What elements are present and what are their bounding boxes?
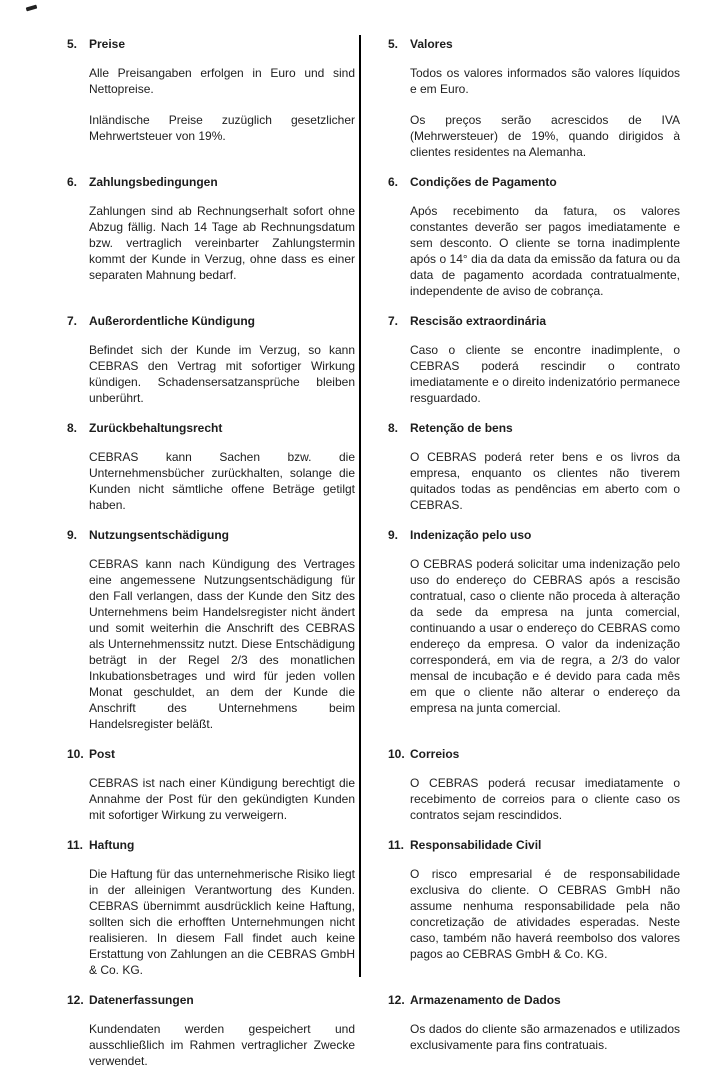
section-number: 9. [67, 528, 78, 542]
section-paragraph: Alle Preisangaben erfolgen in Euro und sind Nettopreise. [89, 66, 355, 96]
stray-ink-mark [26, 5, 38, 12]
section-paragraph: CEBRAS kann nach Kündigung des Vertrages eine angemessene Nutzungsentschädigung für den Fall verlangen, dass der Kunde den Sitz des Unternehmens beim Handelsregister nicht ändert und somit weiterhin die Anschrift des CEBRAS als Unternehmenssitz nutzt. Diese Entschädigung beträgt in der Regel 2/3 des monatlichen Inkubationsbetrages und wird für jeden vollen Monat geschuldet, an dem der Kunde die Anschrift des Unternehmens beim Handelsregister beläßt. [89, 557, 355, 731]
section-content [410, 527, 680, 716]
section-content [89, 36, 355, 144]
section-paragraph: O risco empresarial é de responsabilidade exclusiva do cliente. O CEBRAS GmbH não assume nenhuma responsabilidade pela não concretização de atividades esperadas. Neste caso, também não haverá reembolso dos valores pagos ao CEBRAS GmbH & Co. KG. [410, 867, 680, 961]
contract-section [67, 36, 355, 160]
section-paragraph: O CEBRAS poderá solicitar uma indenização pelo uso do endereço do CEBRAS após a rescisão contratual, caso o cliente não proceda à alteração da sede da empresa na junta comercial, continuando a usar o endereço do CEBRAS como endereço da empresa. O valor da indenização corresponderá, em via de regra, a 2/3 do valor mensal de incubação e é devido para cada mês em que o cliente não alterar o endereço da empresa na junta comercial. [410, 557, 680, 715]
section-number: 11. [67, 838, 84, 852]
contract-section [388, 992, 680, 1069]
section-title: Armazenamento de Dados [410, 993, 561, 1007]
section-content [410, 313, 680, 406]
contract-section [388, 746, 680, 823]
section-content [89, 992, 355, 1069]
section-title: Außerordentliche Kündigung [89, 314, 255, 328]
section-paragraph: Zahlungen sind ab Rechnungserhalt sofort ohne Abzug fällig. Nach 14 Tage ab Rechnungsdatum bzw. vertraglich vereinbarter Zahlungstermin kommt der Kunde in Verzug, ohne dass es einer separaten Mahnung bedarf. [89, 204, 355, 282]
contract-section [67, 837, 355, 978]
contract-section [388, 313, 680, 406]
section-title: Indenização pelo uso [410, 528, 532, 542]
contract-section [388, 36, 680, 160]
section-title: Datenerfassungen [89, 993, 194, 1007]
section-number: 7. [67, 314, 78, 328]
section-content [410, 746, 680, 823]
section-title: Condições de Pagamento [410, 175, 557, 189]
section-paragraph: Todos os valores informados são valores líquidos e em Euro. [410, 66, 680, 96]
section-title: Rescisão extraordinária [410, 314, 547, 328]
section-content [410, 36, 680, 160]
contract-section [67, 746, 355, 823]
section-title: Valores [410, 37, 453, 51]
section-content [89, 313, 355, 406]
section-number: 6. [388, 175, 399, 189]
section-paragraph: Kundendaten werden gespeichert und ausschließlich im Rahmen vertraglicher Zwecke verwendet. [89, 1022, 355, 1068]
section-content [410, 992, 680, 1053]
two-column-layout [67, 36, 680, 1069]
section-paragraph: Befindet sich der Kunde im Verzug, so kann CEBRAS den Vertrag mit sofortiger Wirkung kündigen. Schadensersatzansprüche bleiben unberührt. [89, 343, 355, 405]
section-paragraph: CEBRAS kann Sachen bzw. die Unternehmensbücher zurückhalten, solange die Kunden nicht sämtliche offene Beträge getilgt haben. [89, 450, 355, 512]
contract-section [67, 420, 355, 513]
section-paragraph: CEBRAS ist nach einer Kündigung berechtigt die Annahme der Post für den gekündigten Kunden mit sofortiger Wirkung zu verweigern. [89, 776, 355, 822]
section-content [410, 420, 680, 513]
section-paragraph: O CEBRAS poderá reter bens e os livros da empresa, enquanto os clientes não tiverem quitados todas as pendências em aberto com o CEBRAS. [410, 450, 680, 512]
section-paragraph: O CEBRAS poderá recusar imediatamente o recebimento de correios para o cliente caso os contratos sejam rescindidos. [410, 776, 680, 822]
section-paragraph: Inländische Preise zuzüglich gesetzlicher Mehrwertsteuer von 19%. [89, 113, 355, 143]
section-number: 8. [388, 421, 399, 435]
section-number: 11. [388, 838, 405, 852]
section-title: Nutzungsentschädigung [89, 528, 229, 542]
section-content [89, 174, 355, 283]
section-content [89, 420, 355, 513]
contract-section [388, 837, 680, 978]
section-number: 6. [67, 175, 78, 189]
section-number: 12. [67, 993, 84, 1007]
contract-section [67, 174, 355, 299]
section-number: 5. [67, 37, 78, 51]
contract-section [388, 174, 680, 299]
section-title: Haftung [89, 838, 135, 852]
section-title: Correios [410, 747, 460, 761]
section-number: 10. [67, 747, 84, 761]
contract-section [388, 420, 680, 513]
section-content [89, 746, 355, 823]
section-number: 12. [388, 993, 405, 1007]
section-paragraph: Caso o cliente se encontre inadimplente, o CEBRAS poderá rescindir o contrato imediatamente e o direito indenizatório permanece resguardado. [410, 343, 680, 405]
section-title: Preise [89, 37, 126, 51]
section-title: Zahlungsbedingungen [89, 175, 218, 189]
contract-section [67, 992, 355, 1069]
contract-section [67, 313, 355, 406]
section-content [89, 527, 355, 732]
section-number: 9. [388, 528, 399, 542]
section-paragraph: Os dados do cliente são armazenados e utilizados exclusivamente para fins contratuais. [410, 1022, 680, 1052]
section-title: Retenção de bens [410, 421, 513, 435]
contract-section [388, 527, 680, 732]
contract-section [67, 527, 355, 732]
section-paragraph: Die Haftung für das unternehmerische Risiko liegt in der alleinigen Verantwortung des Kunden. CEBRAS übernimmt ausdrücklich keine Haftung, sollten sich die erhofften Unternehmungen nicht realisieren. In diesem Fall findet auch keine Erstattung von Zahlungen an die CEBRAS GmbH & Co. KG. [89, 867, 355, 977]
section-title: Responsabilidade Civil [410, 838, 542, 852]
section-content [89, 837, 355, 978]
section-number: 8. [67, 421, 78, 435]
section-number: 7. [388, 314, 399, 328]
section-content [410, 837, 680, 962]
section-title: Zurückbehaltungsrecht [89, 421, 223, 435]
section-paragraph: Após recebimento da fatura, os valores constantes deverão ser pagos imediatamente e sem desconto. O cliente se torna inadimplente após o 14° dia da data da emissão da fatura ou da data de pagamento acordada contratualmente, independente de aviso de cobrança. [410, 204, 680, 298]
section-title: Post [89, 747, 116, 761]
section-number: 5. [388, 37, 399, 51]
section-content [410, 174, 680, 299]
section-number: 10. [388, 747, 405, 761]
section-paragraph: Os preços serão acrescidos de IVA (Mehrwersteuer) de 19%, quando dirigidos à clientes residentes na Alemanha. [410, 113, 680, 159]
